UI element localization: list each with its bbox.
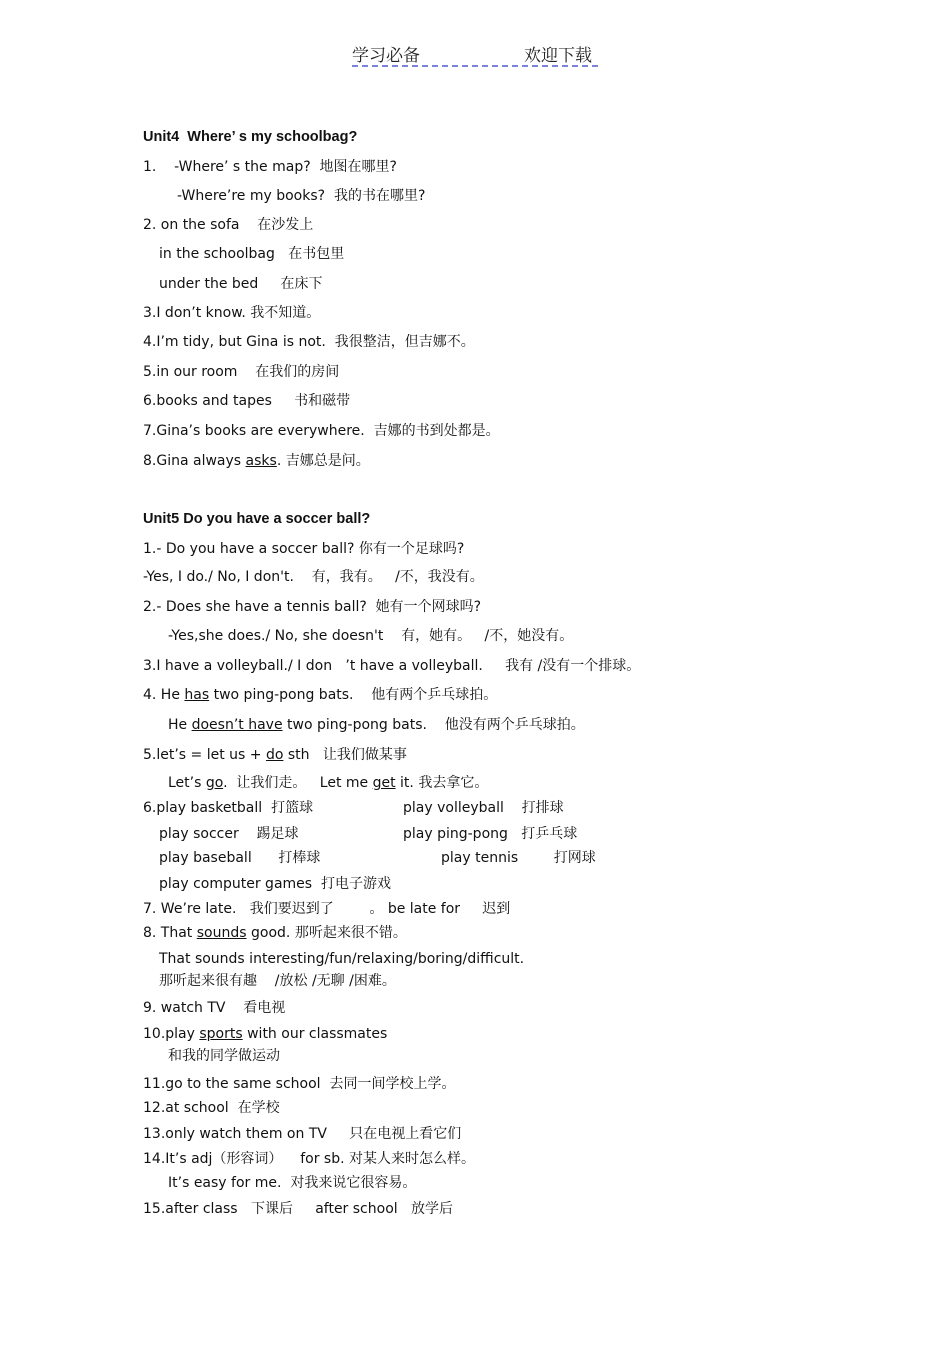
text-segment: with our classmates [242, 1026, 388, 1042]
header-right-text: 欢迎下载 [524, 46, 592, 66]
text-segment: it. 我去拿它。 [395, 775, 489, 791]
text-line [168, 627, 573, 645]
underlined-word: do [265, 747, 284, 763]
text-segment: play ping-pong 打乒乓球 [403, 826, 578, 842]
text-segment: 6.play basketball 打篮球 [143, 800, 314, 816]
text-segment: 9. watch TV 看电视 [143, 1000, 286, 1016]
text-line [143, 1099, 280, 1117]
unit-heading [143, 510, 370, 528]
text-line [143, 363, 339, 381]
text-segment: 2. on the sofa 在沙发上 [143, 217, 314, 233]
text-segment: -Where’re my books? 我的书在哪里? [177, 188, 426, 204]
text-segment: -Yes, I do./ No, I don't. 有，我有。 /不，我没有。 [143, 569, 484, 585]
text-segment: 那听起来很有趣 /放松 /无聊 /困难。 [159, 973, 396, 989]
text-line [159, 950, 524, 968]
text-segment: 8.Gina always [143, 453, 246, 469]
text-segment: 7.Gina’s books are everywhere. 吉娜的书到处都是。 [143, 423, 500, 439]
text-segment: That sounds interesting/fun/relaxing/boring/difficult. [159, 951, 525, 967]
text-segment: 6.books and tapes 书和磁带 [143, 393, 351, 409]
text-segment: 10.play [143, 1026, 200, 1042]
text-segment: play baseball 打棒球 [159, 850, 321, 866]
text-segment: 5.let’s = let us + [143, 747, 266, 763]
text-segment: . 吉娜总是问。 [276, 453, 370, 469]
text-segment: 8. That [143, 925, 197, 941]
text-segment: play soccer 踢足球 [159, 826, 299, 842]
text-line [143, 799, 313, 817]
text-line [403, 825, 577, 843]
text-segment: 3.I have a volleyball./ I don ’t have a volleyball. 我有 /没有一个排球。 [143, 658, 641, 674]
text-line [143, 924, 407, 942]
text-line [143, 686, 497, 704]
unit-heading [143, 128, 357, 146]
text-segment: 13.only watch them on TV 只在电视上看它们 [143, 1126, 462, 1142]
text-segment: play volleyball 打排球 [403, 800, 564, 816]
text-segment: good. 那听起来很不错。 [246, 925, 407, 941]
text-line [177, 187, 425, 205]
text-segment: Let’s [168, 775, 206, 791]
text-line [143, 746, 407, 764]
text-line [159, 972, 396, 990]
text-segment: play tennis 打网球 [441, 850, 596, 866]
text-line [143, 304, 320, 322]
text-line [159, 275, 323, 293]
underlined-word: doesn’t have [191, 717, 283, 733]
text-line [143, 540, 464, 558]
text-line [159, 245, 344, 263]
text-line [143, 333, 475, 351]
text-segment: 14.It’s adj（形容词） for sb. 对某人来时怎么样。 [143, 1151, 476, 1167]
text-line [143, 568, 484, 586]
text-segment: 3.I don’t know. 我不知道。 [143, 305, 321, 321]
header-left-text: 学习必备 [352, 46, 420, 66]
underlined-word: sports [199, 1026, 243, 1042]
text-segment: 1.- Do you have a soccer ball? 你有一个足球吗? [143, 541, 465, 557]
underlined-word: has [184, 687, 210, 703]
text-line [159, 875, 391, 893]
text-segment: sth 让我们做某事 [283, 747, 407, 763]
text-line [159, 825, 299, 843]
text-segment: Unit4 Where’ s my schoolbag? [143, 129, 358, 145]
text-segment: 15.after class 下课后 after school 放学后 [143, 1201, 453, 1217]
text-line [143, 657, 640, 675]
text-line [143, 1150, 475, 1168]
text-segment: He [168, 717, 192, 733]
text-segment: two ping-pong bats. 他没有两个乒乓球拍。 [282, 717, 585, 733]
underlined-word: asks [245, 453, 277, 469]
text-line [143, 900, 510, 918]
text-line [143, 216, 313, 234]
text-segment: 4. He [143, 687, 185, 703]
underlined-word: go [205, 775, 224, 791]
text-segment: 2.- Does she have a tennis ball? 她有一个网球吗? [143, 599, 482, 615]
text-segment: 4.I’m tidy, but Gina is not. 我很整洁，但吉娜不。 [143, 334, 475, 350]
text-segment: in the schoolbag 在书包里 [159, 246, 345, 262]
text-segment: 和我的同学做运动 [168, 1048, 280, 1064]
page-header [352, 41, 598, 67]
underlined-word: get [372, 775, 396, 791]
text-line [143, 1075, 455, 1093]
text-line [143, 158, 397, 176]
text-line [143, 1025, 387, 1043]
text-line [159, 849, 320, 867]
text-line [143, 1200, 453, 1218]
text-segment: . 让我们走。 Let me [223, 775, 373, 791]
text-line [168, 716, 585, 734]
text-segment: play computer games 打电子游戏 [159, 876, 391, 892]
text-segment: two ping-pong bats. 他有两个乒乓球拍。 [209, 687, 498, 703]
underlined-word: sounds [196, 925, 247, 941]
text-line [143, 452, 370, 470]
text-line [143, 422, 500, 440]
text-line [143, 598, 481, 616]
text-line [143, 1125, 461, 1143]
text-segment: Unit5 Do you have a soccer ball? [143, 511, 371, 527]
text-segment: -Yes,she does./ No, she doesn't 有，她有。 /不，她没有。 [168, 628, 574, 644]
text-segment: 7. We’re late. 我们要迟到了 。 be late for 迟到 [143, 901, 511, 917]
text-line [168, 774, 488, 792]
text-segment: 12.at school 在学校 [143, 1100, 280, 1116]
text-segment: It’s easy for me. 对我来说它很容易。 [168, 1175, 417, 1191]
text-line [143, 999, 285, 1017]
text-segment: under the bed 在床下 [159, 276, 323, 292]
text-line [441, 849, 596, 867]
text-segment: 5.in our room 在我们的房间 [143, 364, 340, 380]
text-line [143, 392, 350, 410]
text-segment: 11.go to the same school 去同一间学校上学。 [143, 1076, 456, 1092]
text-line [168, 1047, 280, 1065]
text-segment: 1. -Where’ s the map? 地图在哪里? [143, 159, 397, 175]
text-line [168, 1174, 416, 1192]
text-line [403, 799, 564, 817]
